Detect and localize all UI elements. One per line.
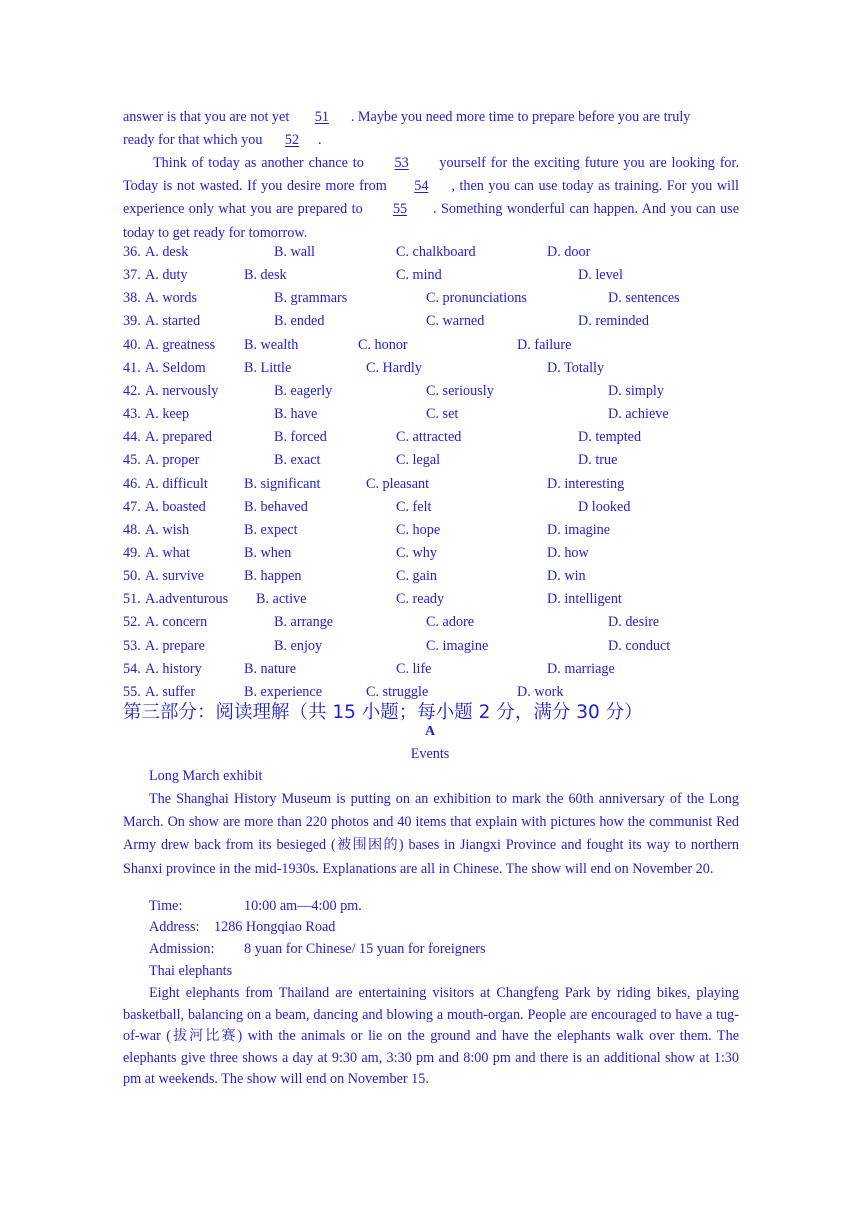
blank-51: 51 [314, 109, 329, 125]
option-row [123, 337, 743, 359]
blank-52: 52 [284, 132, 300, 149]
option-a: A. what [145, 544, 190, 561]
option-b: B. happen [244, 568, 302, 585]
option-b: B. Little [244, 359, 292, 376]
option-a: A. Seldom [145, 359, 206, 376]
time-value: 10:00 am—4:00 pm. [244, 898, 362, 914]
option-c: C. life [396, 660, 432, 677]
question-number: 46. [123, 475, 141, 492]
option-row [123, 406, 743, 428]
option-d: D. tempted [578, 429, 642, 446]
passage-paragraph-2 [123, 152, 739, 245]
option-a: A. proper [145, 452, 200, 469]
option-d: D. imagine [547, 521, 611, 538]
option-c: C. seriously [426, 382, 494, 399]
question-number: 40. [123, 336, 141, 353]
option-b: B. have [274, 406, 318, 423]
option-d: D. door [547, 244, 591, 260]
option-c: C. attracted [396, 429, 462, 446]
question-number: 37. [123, 267, 141, 284]
admission-label: Admission: [149, 941, 215, 957]
option-d: D. Totally [547, 359, 605, 376]
option-row [123, 452, 743, 474]
option-c: C. set [426, 406, 459, 423]
option-c: C. legal [396, 452, 441, 469]
option-row [123, 244, 743, 266]
option-a: A. wish [145, 521, 190, 538]
option-row [123, 614, 743, 636]
option-row [123, 476, 743, 498]
option-d: D. true [578, 452, 618, 469]
option-d: D. simply [608, 382, 664, 399]
option-a: A. prepared [145, 429, 212, 446]
option-a: A. suffer [145, 683, 196, 700]
option-d: D. failure [517, 336, 572, 353]
option-d: D. win [547, 568, 586, 585]
option-b: B. exact [274, 452, 321, 469]
option-b: B. grammars [274, 290, 348, 307]
question-number: 49. [123, 544, 141, 561]
option-c: C. chalkboard [396, 244, 476, 260]
question-number: 44. [123, 429, 141, 446]
option-c: C. struggle [366, 683, 429, 700]
option-c: C. adore [426, 614, 475, 631]
option-b: B. experience [244, 683, 322, 700]
passage-text: yourself for the exciting future you are looking for. Today is not wasted. If you desire more from [123, 155, 740, 195]
option-d: D. desire [608, 614, 660, 631]
option-row [123, 383, 743, 405]
passage-text: Think of today as another chance to [153, 155, 369, 171]
option-b: B. nature [244, 660, 297, 677]
passage-text: . Maybe you need more time to prepare before you are truly [350, 109, 691, 125]
option-c: C. Hardly [366, 359, 422, 376]
option-a: A. prepare [145, 637, 205, 654]
option-b: B. arrange [274, 614, 334, 631]
option-row [123, 522, 743, 544]
passage-text: . [318, 132, 322, 149]
option-d: D. interesting [547, 475, 625, 492]
option-row [123, 568, 743, 590]
option-b: B. when [244, 544, 292, 561]
question-number: 50. [123, 568, 141, 585]
option-d: D. achieve [608, 406, 669, 423]
option-c: C. hope [396, 521, 441, 538]
option-a: A. words [145, 290, 198, 307]
event-1-title: Long March exhibit [149, 768, 263, 784]
option-a: A. survive [145, 568, 205, 585]
event-2-title: Thai elephants [149, 963, 233, 979]
option-a: A. history [145, 660, 202, 677]
passage-text: answer is that you are not yet [123, 109, 293, 125]
question-number: 45. [123, 452, 141, 469]
passage-text: ready for that which you [123, 132, 267, 149]
option-d: D. conduct [608, 637, 671, 654]
option-a: A. duty [145, 267, 188, 284]
option-c: C. warned [426, 313, 485, 330]
option-c: C. imagine [426, 637, 489, 654]
option-c: C. gain [396, 568, 437, 585]
option-row [123, 313, 743, 335]
option-b: B. behaved [244, 498, 308, 515]
option-b: B. active [256, 591, 307, 608]
option-b: B. desk [244, 267, 287, 284]
option-c: C. felt [396, 498, 432, 515]
passage-title: Events [410, 746, 450, 762]
option-row [123, 638, 743, 660]
option-row [123, 360, 743, 382]
event-2-body: Eight elephants from Thailand are entertaining visitors at Changfeng Park by riding bikes, playing basketball, balancing on a beam, dancing and blowing a mouth-organ. People are encouraged to have a tug-of-war (拔河比赛) with the animals or lie on the ground and have the elephants walk over them. The elephants give three shows a day at 9:30 am, 3:30 pm and 8:00 pm and there is an additional show at 1:30 pm at weekends. The show will end on November 15. [123, 985, 739, 1088]
question-number: 42. [123, 382, 141, 399]
option-d: D. how [547, 544, 589, 561]
option-a: A. desk [145, 244, 189, 260]
time-label: Time: [149, 898, 183, 914]
question-number: 54. [123, 660, 141, 677]
option-a: A. difficult [145, 475, 208, 492]
question-number: 43. [123, 406, 141, 423]
option-d: D. level [578, 267, 623, 284]
option-row [123, 429, 743, 451]
option-row [123, 499, 743, 521]
question-number: 38. [123, 290, 141, 307]
option-c: C. pronunciations [426, 290, 527, 307]
option-a: A. boasted [145, 498, 206, 515]
option-row [123, 267, 743, 289]
blank-55: 55 [392, 201, 408, 218]
option-a: A. keep [145, 406, 190, 423]
question-number: 53. [123, 637, 141, 654]
option-d: D. reminded [578, 313, 649, 330]
option-row [123, 290, 743, 312]
question-number: 39. [123, 313, 141, 330]
option-b: B. forced [274, 429, 327, 446]
address-value: 1286 Hongqiao Road [214, 919, 336, 935]
option-c: C. pleasant [366, 475, 430, 492]
option-row [123, 591, 743, 613]
option-a: A. started [145, 313, 201, 330]
option-a: A.adventurous [145, 591, 229, 608]
passage-paragraph-1 [123, 106, 739, 152]
blank-54: 54 [414, 178, 429, 195]
option-d: D. marriage [547, 660, 615, 677]
option-b: B. eagerly [274, 382, 333, 399]
blank-53: 53 [394, 155, 409, 171]
option-a: A. concern [145, 614, 208, 631]
admission-value: 8 yuan for Chinese/ 15 yuan for foreigners [244, 941, 486, 957]
option-b: B. significant [244, 475, 321, 492]
option-a: A. greatness [145, 336, 216, 353]
question-number: 48. [123, 521, 141, 538]
option-c: C. why [396, 544, 437, 561]
option-c: C. ready [396, 591, 445, 608]
question-number: 36. [123, 244, 141, 260]
option-a: A. nervously [145, 382, 219, 399]
question-number: 55. [123, 683, 141, 700]
option-d: D. work [517, 683, 564, 700]
option-b: B. wall [274, 244, 315, 260]
option-b: B. enjoy [274, 637, 323, 654]
question-number: 47. [123, 498, 141, 515]
event-1-body: The Shanghai History Museum is putting on an exhibition to mark the 60th anniversary of the Long March. On show are more than 220 photos and 40 items that explain with pictures how the communist Red Army drew back from its besieged (被围困的) bases in Jiangxi Province and fought its way to northern Shanxi province in the mid-1930s. Explanations are all in Chinese. The show will end on November 20. [123, 791, 739, 877]
option-row [123, 661, 743, 683]
option-row [123, 545, 743, 567]
passage-text: . Something wonderful can happen. And you can use today to get ready for tomorrow. [123, 201, 739, 241]
passage-text: , then you can use today as training. For you will experience only what you are prepared to [123, 178, 739, 218]
section-heading: 第三部分：阅读理解（共 15 小题；每小题 2 分，满分 30 分） [123, 702, 643, 723]
option-b: B. expect [244, 521, 298, 538]
address-label: Address: [149, 919, 200, 935]
question-number: 52. [123, 614, 141, 631]
option-d: D looked [578, 498, 631, 515]
option-c: C. honor [358, 336, 408, 353]
option-d: D. sentences [608, 290, 680, 307]
passage-letter: A [424, 724, 436, 739]
option-b: B. wealth [244, 336, 299, 353]
option-c: C. mind [396, 267, 442, 284]
question-number: 51. [123, 591, 141, 608]
option-d: D. intelligent [547, 591, 622, 608]
question-number: 41. [123, 359, 141, 376]
option-b: B. ended [274, 313, 325, 330]
